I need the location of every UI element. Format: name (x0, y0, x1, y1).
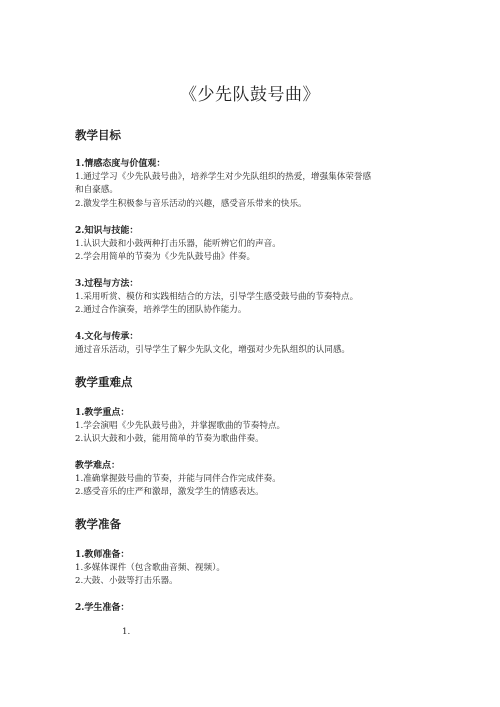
text-line: 2.学会用简单的节奏为《少先队鼓号曲》伴奏。 (75, 252, 256, 262)
section-heading-preparation: 教学准备 (75, 517, 121, 531)
section-heading-keypoints: 教学重难点 (75, 375, 133, 389)
text-line: 和自豪感。 (75, 185, 118, 195)
subheading-culture: 4.文化与传承： (75, 332, 139, 342)
subheading-teacher-prep: 1.教师准备： (75, 550, 130, 560)
text-line: 1.学会演唱《少先队鼓号曲》，并掌握歌曲的节奏特点。 (75, 421, 286, 431)
subheading-student-prep: 2.学生准备： (75, 603, 130, 613)
subheading-difficulty: 教学难点： (75, 461, 121, 471)
text-line: 2.大鼓、小鼓等打击乐器。 (75, 576, 178, 586)
document-title: 《少先队鼓号曲》 (180, 85, 320, 105)
subheading-knowledge: 2.知识与技能： (75, 226, 139, 236)
text-line: 2.认识大鼓和小鼓，能用简单的节奏为歌曲伴奏。 (75, 434, 264, 444)
text-line: 通过音乐活动，引导学生了解少先队文化，增强对少先队组织的认同感。 (75, 345, 351, 355)
text-line: 2.感受音乐的庄严和激昂，激发学生的情感表达。 (75, 487, 264, 497)
text-line: 1.多媒体课件（包含歌曲音频、视频）。 (75, 563, 225, 573)
text-line: 2.激发学生积极参与音乐活动的兴趣，感受音乐带来的快乐。 (75, 199, 307, 209)
text-line: 1.准确掌握鼓号曲的节奏，并能与同伴合作完成伴奏。 (75, 474, 281, 484)
text-line: 2.通过合作演奏，培养学生的团队协作能力。 (75, 305, 247, 315)
subheading-focus: 1.教学重点： (75, 408, 130, 418)
subheading-process: 3.过程与方法： (75, 279, 139, 289)
text-line: 1.通过学习《少先队鼓号曲》，培养学生对少先队组织的热爱，增强集体荣誉感 (75, 172, 372, 182)
list-item-number: 1. (122, 627, 131, 637)
text-line: 1.认识大鼓和小鼓两种打击乐器，能听辨它们的声音。 (75, 239, 281, 249)
subheading-attitude: 1.情感态度与价值观： (75, 159, 166, 169)
text-line: 1.采用听赏、模仿和实践相结合的方法，引导学生感受鼓号曲的节奏特点。 (75, 292, 359, 302)
section-heading-goals: 教学目标 (75, 128, 121, 142)
